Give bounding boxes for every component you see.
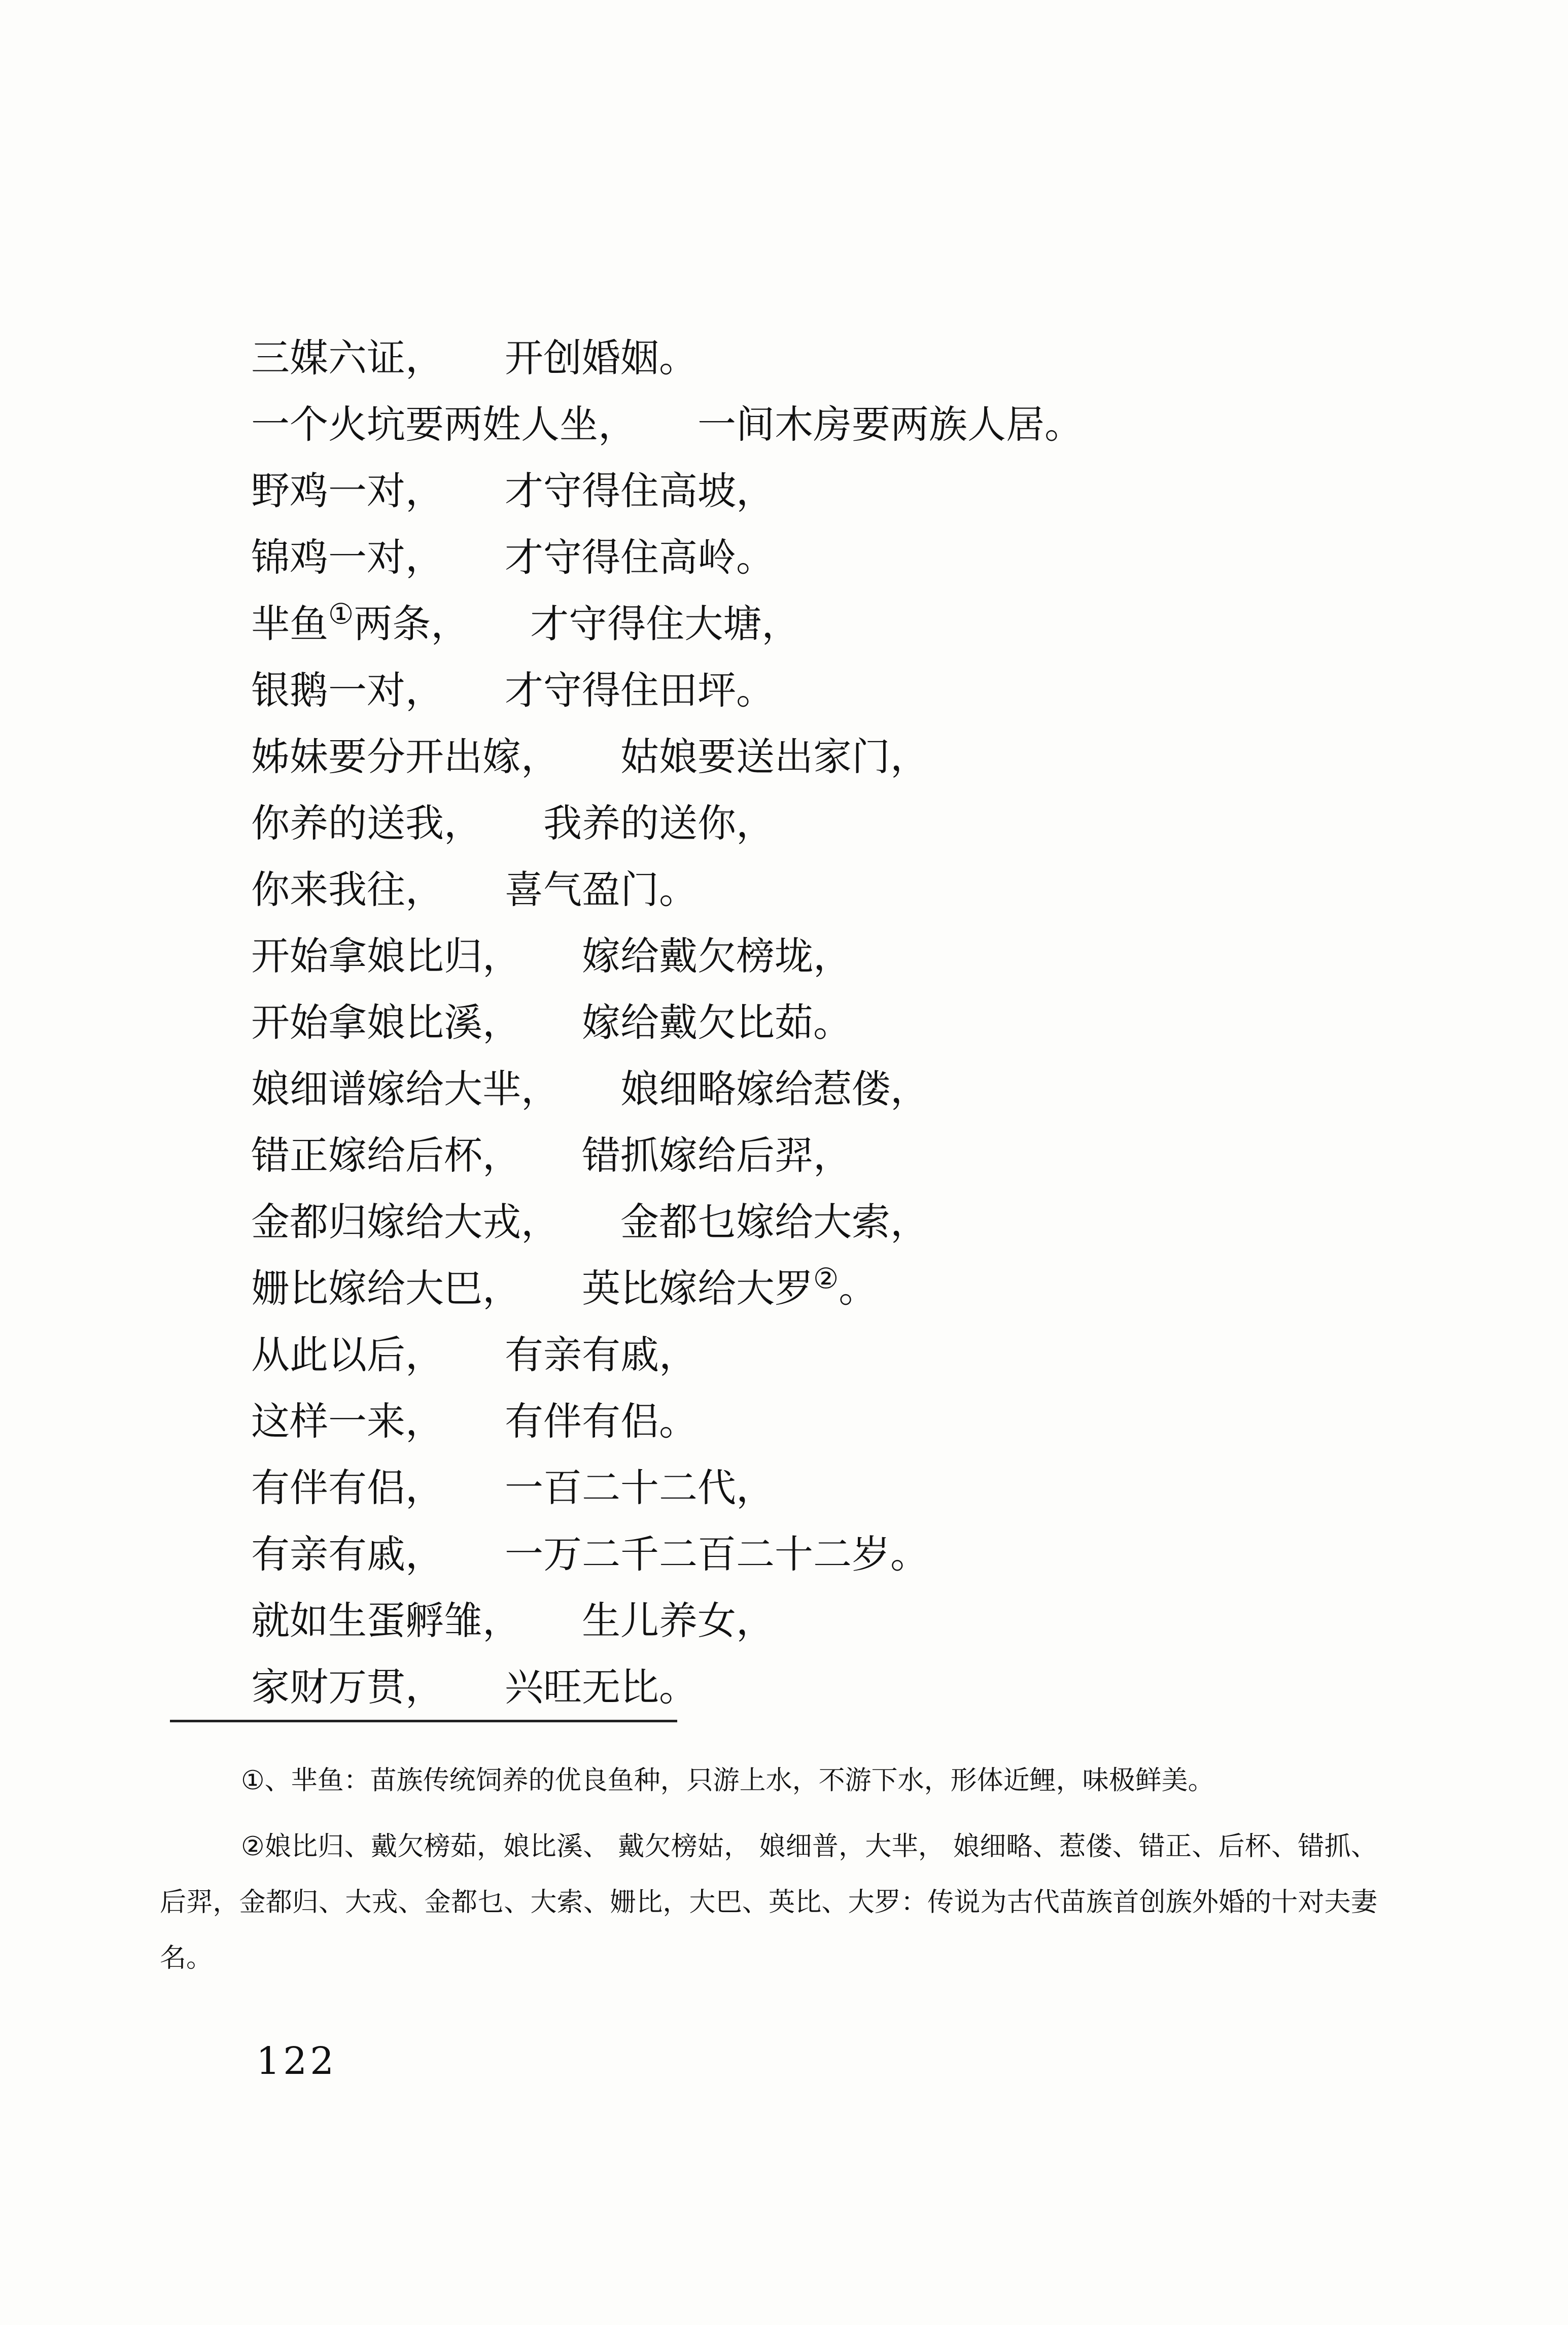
verse-line: 你养的送我， 我养的送你， (251, 801, 775, 846)
footnote-ref: ② (813, 1262, 839, 1296)
verse-line: 错正嫁给后杯， 错抓嫁给后羿， (251, 1133, 852, 1178)
verse-line: 这样一来， 有伴有侣。 (251, 1399, 698, 1444)
verse-line: 锦鸡一对， 才守得住高岭。 (251, 535, 775, 580)
footnote-ref: ① (328, 598, 354, 631)
verse-line: 就如生蛋孵雏， 生儿养女， (251, 1598, 775, 1643)
verse-line: 一个火坑要两姓人坐， 一间木房要两族人居。 (251, 402, 1083, 447)
footnotes (160, 1753, 1377, 1996)
verse-line: 姊妹要分开出嫁， 姑娘要送出家门， (251, 734, 929, 779)
verse-line: 你来我往， 喜气盈门。 (251, 867, 698, 912)
verse-line: 姗比嫁给大巴， 英比嫁给大罗②。 (251, 1262, 878, 1311)
page-number: 122 (256, 2039, 337, 2083)
verse-line: 从此以后， 有亲有戚， (251, 1332, 698, 1377)
verse-line: 开始拿娘比溪， 嫁给戴欠比茹。 (251, 1000, 852, 1045)
verse-line: 野鸡一对， 才守得住高坡， (251, 468, 775, 513)
verse-line: 有伴有侣， 一百二十二代， (251, 1465, 775, 1510)
verse-block (251, 325, 1367, 1720)
verse-line: 三媒六证， 开创婚姻。 (251, 335, 698, 380)
footnote-divider (170, 1720, 677, 1722)
verse-line: 金都归嫁给大戎， 金都乜嫁给大索， (251, 1199, 929, 1244)
footnote-1: ①、芈鱼：苗族传统饲养的优良鱼种，只游上水，不游下水，形体近鲤，味极鲜美。 (241, 1765, 1214, 1796)
verse-line: 娘细谱嫁给大芈， 娘细略嫁给惹偻， (251, 1066, 929, 1112)
verse-line: 芈鱼①两条， 才守得住大塘， (251, 598, 800, 646)
verse-line: 银鹅一对， 才守得住田坪。 (251, 668, 775, 713)
verse-line: 开始拿娘比归， 嫁给戴欠榜垅， (251, 933, 852, 979)
verse-line: 家财万贯， 兴旺无比。 (251, 1664, 698, 1710)
verse-line: 有亲有戚， 一万二千二百二十二岁。 (251, 1532, 929, 1577)
footnote-2: ②娘比归、戴欠榜茹，娘比溪、 戴欠榜姑， 娘细普，大芈， 娘细略、惹偻、错正、后杯、错抓、后羿，金都归、大戎、金都乜、大索、姗比，大巴、英比、大罗：传说为古代苗族首创族外婚的十对夫妻名。 (160, 1831, 1377, 1973)
